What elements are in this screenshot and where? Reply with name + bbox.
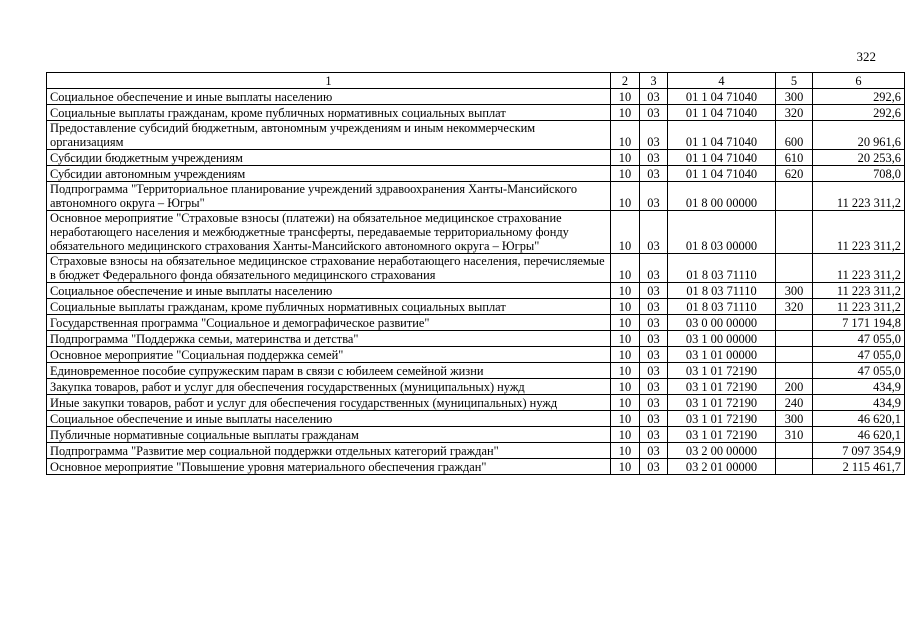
row-target-article-cell: 01 1 04 71040 [668, 121, 776, 150]
table-row [47, 379, 905, 395]
table-row [47, 254, 905, 283]
row-name-cell: Основное мероприятие "Социальная поддержка семей" [47, 347, 611, 363]
row-amount-cell: 708,0 [813, 166, 905, 182]
row-amount-cell: 11 223 311,2 [813, 299, 905, 315]
row-name-cell: Страховые взносы на обязательное медицинское страхование неработающего населения, перечисляемые в бюджет Федерального фонда обязательного медицинского страхования [47, 254, 611, 283]
table-row [47, 182, 905, 211]
row-amount-cell: 7 097 354,9 [813, 443, 905, 459]
row-target-article-cell: 01 8 03 71110 [668, 283, 776, 299]
header-col-1: 1 [47, 73, 611, 89]
header-col-2: 2 [611, 73, 640, 89]
table-row [47, 331, 905, 347]
row-amount-cell: 292,6 [813, 105, 905, 121]
row-subsection-cell: 03 [640, 427, 668, 443]
table-row [47, 121, 905, 150]
table-row [47, 283, 905, 299]
row-name-cell: Социальное обеспечение и иные выплаты населению [47, 89, 611, 105]
row-subsection-cell: 03 [640, 283, 668, 299]
table-row [47, 166, 905, 182]
row-expense-type-cell: 320 [776, 299, 813, 315]
row-expense-type-cell: 600 [776, 121, 813, 150]
row-name-cell: Иные закупки товаров, работ и услуг для обеспечения государственных (муниципальных) нужд [47, 395, 611, 411]
row-subsection-cell: 03 [640, 443, 668, 459]
header-col-5: 5 [776, 73, 813, 89]
row-name-cell: Предоставление субсидий бюджетным, автономным учреждениям и иным некоммерческим организациям [47, 121, 611, 150]
table-body [47, 89, 905, 475]
row-name-cell: Единовременное пособие супружеским парам в связи с юбилеем семейной жизни [47, 363, 611, 379]
row-amount-cell: 47 055,0 [813, 331, 905, 347]
table-row [47, 211, 905, 254]
row-expense-type-cell [776, 315, 813, 331]
row-name-cell: Социальные выплаты гражданам, кроме публичных нормативных социальных выплат [47, 105, 611, 121]
row-amount-cell: 11 223 311,2 [813, 283, 905, 299]
row-subsection-cell: 03 [640, 254, 668, 283]
row-section-cell: 10 [611, 283, 640, 299]
row-amount-cell: 11 223 311,2 [813, 182, 905, 211]
row-target-article-cell: 01 1 04 71040 [668, 150, 776, 166]
row-target-article-cell: 03 1 01 00000 [668, 347, 776, 363]
row-expense-type-cell [776, 211, 813, 254]
row-amount-cell: 46 620,1 [813, 427, 905, 443]
row-name-cell: Социальные выплаты гражданам, кроме публичных нормативных социальных выплат [47, 299, 611, 315]
row-subsection-cell: 03 [640, 299, 668, 315]
row-amount-cell: 7 171 194,8 [813, 315, 905, 331]
row-subsection-cell: 03 [640, 121, 668, 150]
row-target-article-cell: 03 2 01 00000 [668, 459, 776, 475]
header-col-3: 3 [640, 73, 668, 89]
row-section-cell: 10 [611, 395, 640, 411]
row-subsection-cell: 03 [640, 211, 668, 254]
row-section-cell: 10 [611, 331, 640, 347]
row-target-article-cell: 01 8 03 71110 [668, 254, 776, 283]
row-expense-type-cell: 240 [776, 395, 813, 411]
row-section-cell: 10 [611, 166, 640, 182]
row-amount-cell: 20 961,6 [813, 121, 905, 150]
row-name-cell: Основное мероприятие "Страховые взносы (платежи) на обязательное медицинское страхование неработающего населения и межбюджетные трансферты, передаваемые территориальному фонду обязательного медицинского страхования Ханты-Мансийского автономного округа – Югры" [47, 211, 611, 254]
header-row [47, 73, 905, 89]
row-expense-type-cell [776, 459, 813, 475]
row-amount-cell: 46 620,1 [813, 411, 905, 427]
table-row [47, 395, 905, 411]
row-subsection-cell: 03 [640, 395, 668, 411]
row-target-article-cell: 03 1 01 72190 [668, 411, 776, 427]
row-subsection-cell: 03 [640, 411, 668, 427]
table-row [47, 427, 905, 443]
row-amount-cell: 292,6 [813, 89, 905, 105]
row-subsection-cell: 03 [640, 347, 668, 363]
table-row [47, 443, 905, 459]
row-expense-type-cell: 300 [776, 283, 813, 299]
row-subsection-cell: 03 [640, 379, 668, 395]
header-col-4: 4 [668, 73, 776, 89]
row-expense-type-cell [776, 331, 813, 347]
row-subsection-cell: 03 [640, 459, 668, 475]
row-amount-cell: 20 253,6 [813, 150, 905, 166]
row-expense-type-cell [776, 182, 813, 211]
row-amount-cell: 434,9 [813, 379, 905, 395]
row-target-article-cell: 03 1 01 72190 [668, 363, 776, 379]
table-row [47, 299, 905, 315]
row-section-cell: 10 [611, 347, 640, 363]
row-subsection-cell: 03 [640, 363, 668, 379]
row-target-article-cell: 03 1 01 72190 [668, 427, 776, 443]
row-name-cell: Публичные нормативные социальные выплаты гражданам [47, 427, 611, 443]
row-section-cell: 10 [611, 121, 640, 150]
row-expense-type-cell: 200 [776, 379, 813, 395]
table-row [47, 411, 905, 427]
row-name-cell: Социальное обеспечение и иные выплаты населению [47, 283, 611, 299]
row-section-cell: 10 [611, 254, 640, 283]
row-name-cell: Подпрограмма "Поддержка семьи, материнства и детства" [47, 331, 611, 347]
row-name-cell: Социальное обеспечение и иные выплаты населению [47, 411, 611, 427]
row-subsection-cell: 03 [640, 105, 668, 121]
row-target-article-cell: 01 1 04 71040 [668, 105, 776, 121]
row-target-article-cell: 03 0 00 00000 [668, 315, 776, 331]
row-name-cell: Подпрограмма "Территориальное планирование учреждений здравоохранения Ханты-Мансийского автономного округа – Югры" [47, 182, 611, 211]
row-amount-cell: 2 115 461,7 [813, 459, 905, 475]
row-amount-cell: 434,9 [813, 395, 905, 411]
row-expense-type-cell: 320 [776, 105, 813, 121]
row-target-article-cell: 01 8 03 71110 [668, 299, 776, 315]
row-name-cell: Государственная программа "Социальное и демографическое развитие" [47, 315, 611, 331]
row-subsection-cell: 03 [640, 315, 668, 331]
row-section-cell: 10 [611, 411, 640, 427]
row-name-cell: Подпрограмма "Развитие мер социальной поддержки отдельных категорий граждан" [47, 443, 611, 459]
page-number: 322 [856, 49, 876, 64]
row-section-cell: 10 [611, 299, 640, 315]
row-target-article-cell: 03 1 00 00000 [668, 331, 776, 347]
row-expense-type-cell [776, 254, 813, 283]
table-header [47, 73, 905, 89]
budget-table [46, 72, 905, 475]
row-name-cell: Закупка товаров, работ и услуг для обеспечения государственных (муниципальных) нужд [47, 379, 611, 395]
row-name-cell: Основное мероприятие "Повышение уровня материального обеспечения граждан" [47, 459, 611, 475]
table-row [47, 315, 905, 331]
row-section-cell: 10 [611, 150, 640, 166]
row-section-cell: 10 [611, 182, 640, 211]
row-section-cell: 10 [611, 315, 640, 331]
row-target-article-cell: 01 1 04 71040 [668, 166, 776, 182]
row-subsection-cell: 03 [640, 166, 668, 182]
row-target-article-cell: 03 2 00 00000 [668, 443, 776, 459]
row-name-cell: Субсидии автономным учреждениям [47, 166, 611, 182]
row-target-article-cell: 01 8 03 00000 [668, 211, 776, 254]
row-subsection-cell: 03 [640, 331, 668, 347]
row-target-article-cell: 03 1 01 72190 [668, 395, 776, 411]
row-section-cell: 10 [611, 459, 640, 475]
row-expense-type-cell: 620 [776, 166, 813, 182]
row-subsection-cell: 03 [640, 89, 668, 105]
row-section-cell: 10 [611, 427, 640, 443]
row-section-cell: 10 [611, 443, 640, 459]
row-name-cell: Субсидии бюджетным учреждениям [47, 150, 611, 166]
table-row [47, 347, 905, 363]
row-amount-cell: 11 223 311,2 [813, 254, 905, 283]
header-col-6: 6 [813, 73, 905, 89]
row-expense-type-cell [776, 347, 813, 363]
row-section-cell: 10 [611, 89, 640, 105]
row-amount-cell: 47 055,0 [813, 363, 905, 379]
row-target-article-cell: 01 1 04 71040 [668, 89, 776, 105]
row-expense-type-cell: 300 [776, 89, 813, 105]
row-target-article-cell: 01 8 00 00000 [668, 182, 776, 211]
row-amount-cell: 47 055,0 [813, 347, 905, 363]
table-row [47, 105, 905, 121]
row-subsection-cell: 03 [640, 150, 668, 166]
row-expense-type-cell [776, 363, 813, 379]
table-row [47, 89, 905, 105]
row-expense-type-cell: 310 [776, 427, 813, 443]
row-section-cell: 10 [611, 211, 640, 254]
row-expense-type-cell: 610 [776, 150, 813, 166]
row-subsection-cell: 03 [640, 182, 668, 211]
table-row [47, 150, 905, 166]
row-target-article-cell: 03 1 01 72190 [668, 379, 776, 395]
row-amount-cell: 11 223 311,2 [813, 211, 905, 254]
row-expense-type-cell: 300 [776, 411, 813, 427]
row-section-cell: 10 [611, 105, 640, 121]
row-section-cell: 10 [611, 363, 640, 379]
table-row [47, 459, 905, 475]
row-expense-type-cell [776, 443, 813, 459]
row-section-cell: 10 [611, 379, 640, 395]
table-row [47, 363, 905, 379]
